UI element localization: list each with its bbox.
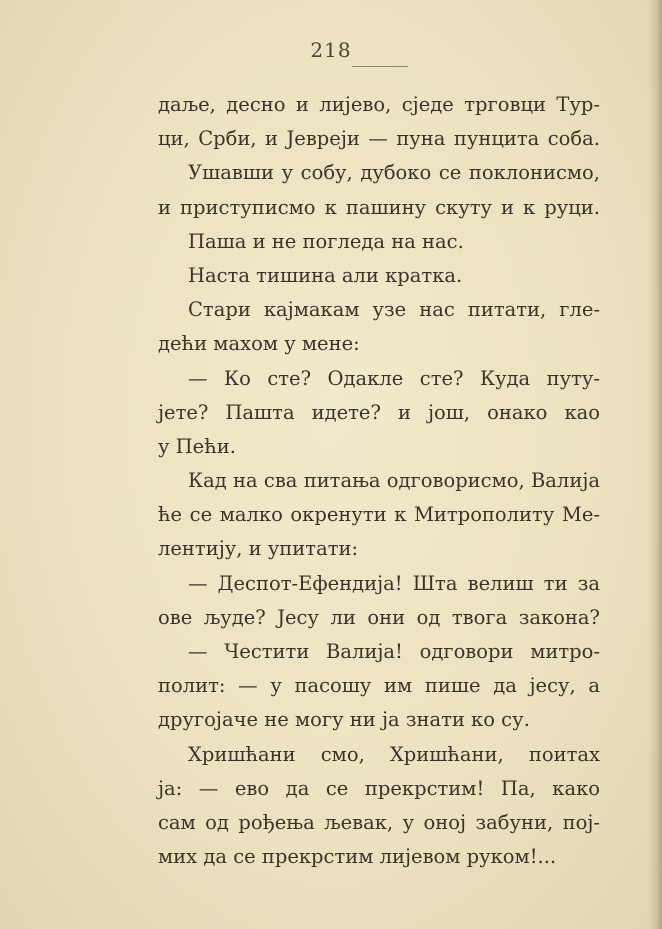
text-line: другојаче не могу ни ја знати ко су. bbox=[158, 708, 530, 732]
text-line: ове људе? Јесу ли они од твога закона? bbox=[158, 605, 600, 629]
page-edge-shadow bbox=[648, 0, 662, 929]
text-line: — Деспот-Ефендија! Шта велиш ти за bbox=[188, 571, 600, 595]
text-line: даље, десно и лијево, сједе трговци Тур- bbox=[158, 93, 600, 116]
text-line: сам од рођења љевак, у оној забуни, пој- bbox=[158, 810, 600, 834]
text-line: ја: — ево да се прекрстим! Па, како bbox=[158, 776, 600, 800]
text-line: ће се малко окренути к Митрополиту Ме- bbox=[158, 503, 600, 527]
text-line: мих да се прекрстим лијевом руком!... bbox=[158, 845, 557, 869]
text-line: — Ко сте? Одакле сте? Куда путу- bbox=[188, 366, 600, 390]
page-number: 218 bbox=[310, 38, 352, 62]
page-number-rule bbox=[352, 66, 408, 67]
text-line: Хришћани смо, Хришћани, поитах bbox=[188, 742, 600, 766]
body-text bbox=[158, 88, 600, 874]
text-line: и приступисмо к пашину скуту и к руци. bbox=[158, 195, 600, 219]
text-line: полит: — у пасошу им пише да јесу, а bbox=[158, 674, 600, 698]
text-line: Наста тишина али кратка. bbox=[188, 263, 463, 287]
text-line: Паша и не погледа на нас. bbox=[188, 229, 464, 253]
text-line: дећи махом у мене: bbox=[158, 332, 360, 356]
text-line: Кад на сва питања одговорисмо, Валија bbox=[188, 469, 600, 493]
text-line: Стари кајмакам узе нас питати, гле- bbox=[188, 298, 600, 322]
text-line: — Честити Валија! одговори митро- bbox=[188, 640, 600, 663]
text-line: лентију, и упитати: bbox=[158, 537, 359, 561]
text-line: у Пећи. bbox=[158, 434, 236, 458]
text-line: Ушавши у собу, дубоко се поклонисмо, bbox=[188, 161, 600, 185]
text-line: ци, Срби, и Јевреји — пуна пунцита соба. bbox=[158, 127, 600, 151]
text-line: јете? Пашта идете? и још, онако као bbox=[158, 400, 600, 424]
